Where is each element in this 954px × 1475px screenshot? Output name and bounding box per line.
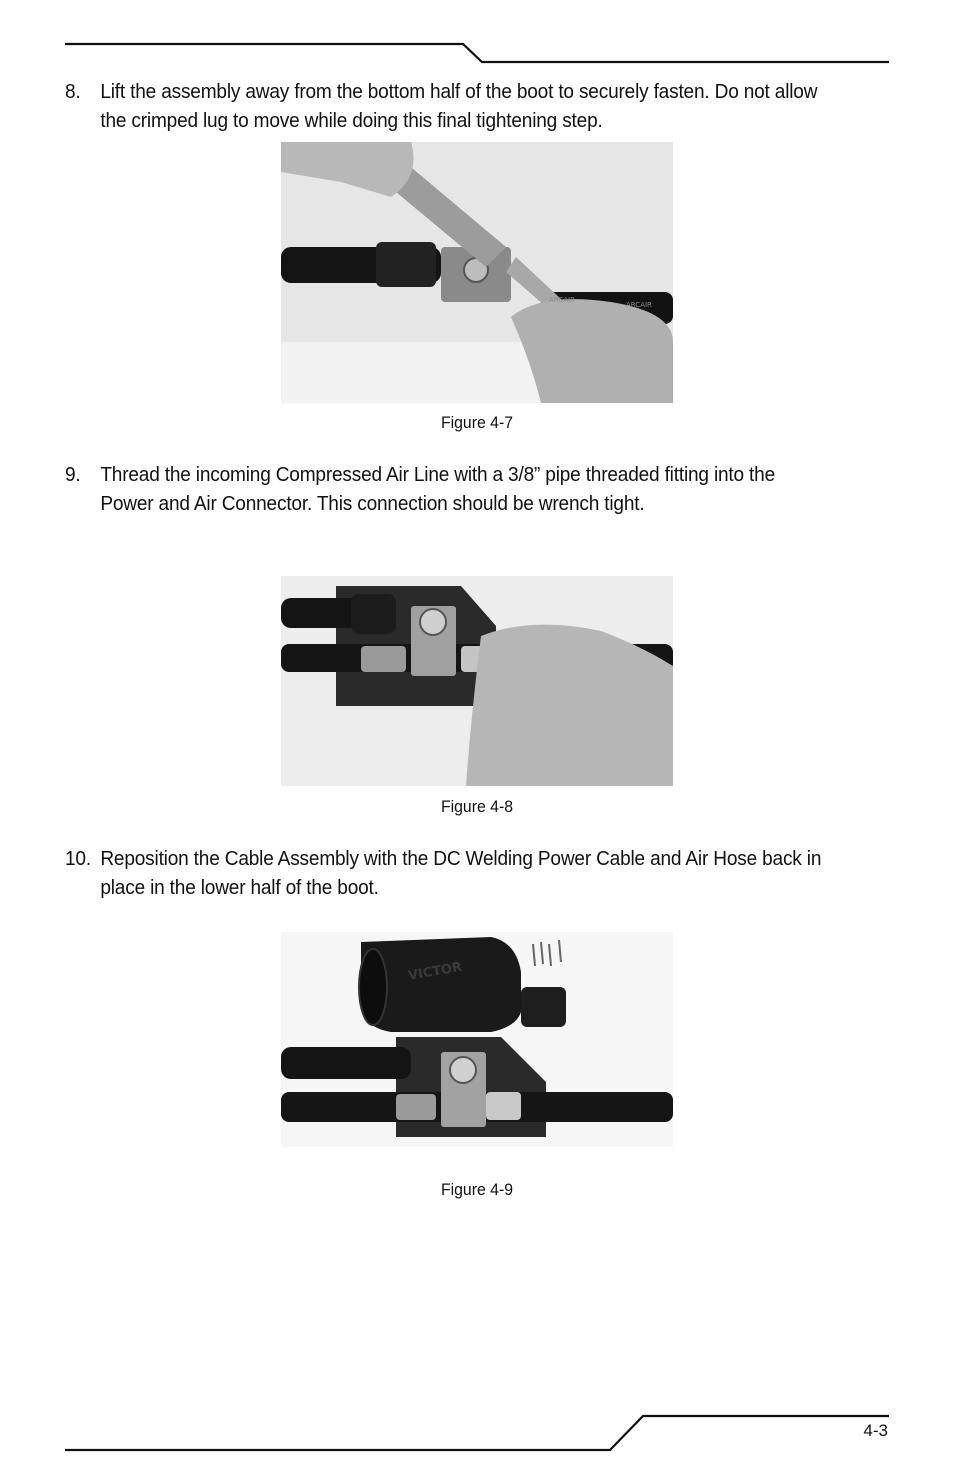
cable-print-label-b: ARCAIR [626,301,652,309]
step-number: 9. [65,463,81,486]
step-9 [65,460,832,518]
step-number: 8. [65,80,81,103]
figure-4-9-caption: Figure 4-9 [440,1180,514,1199]
repositioned-cable-assembly-illustration [281,932,673,1147]
figure-4-7-photo [281,142,673,403]
wrench-on-connector-illustration [281,142,673,403]
footer-rule [0,1412,954,1454]
figure-4-9-photo [281,932,673,1147]
step-text: Thread the incoming Compressed Air Line with a 3/8” pipe threaded fitting into the Power and Air Connector. This connection should be wrench tight. [100,463,776,515]
step-text: Lift the assembly away from the bottom half of the boot to securely fasten. Do not allow the crimped lug to move while doing this final tightening step. [100,80,818,132]
air-line-connection-illustration [281,576,673,786]
figure-4-8-photo [281,576,673,786]
header-rule [0,40,954,66]
step-8 [65,77,832,135]
page-number: 4-3 [863,1421,888,1440]
figure-4-7-caption: Figure 4-7 [440,413,514,432]
cable-print-label-a: ARCAIR [549,296,575,304]
victor-logo: VICTOR [407,959,464,984]
step-10 [65,844,832,902]
step-number: 10. [65,847,91,870]
figure-4-8-caption: Figure 4-8 [440,797,514,816]
step-text: Reposition the Cable Assembly with the DC Welding Power Cable and Air Hose back in place in the lower half of the boot. [100,847,822,899]
